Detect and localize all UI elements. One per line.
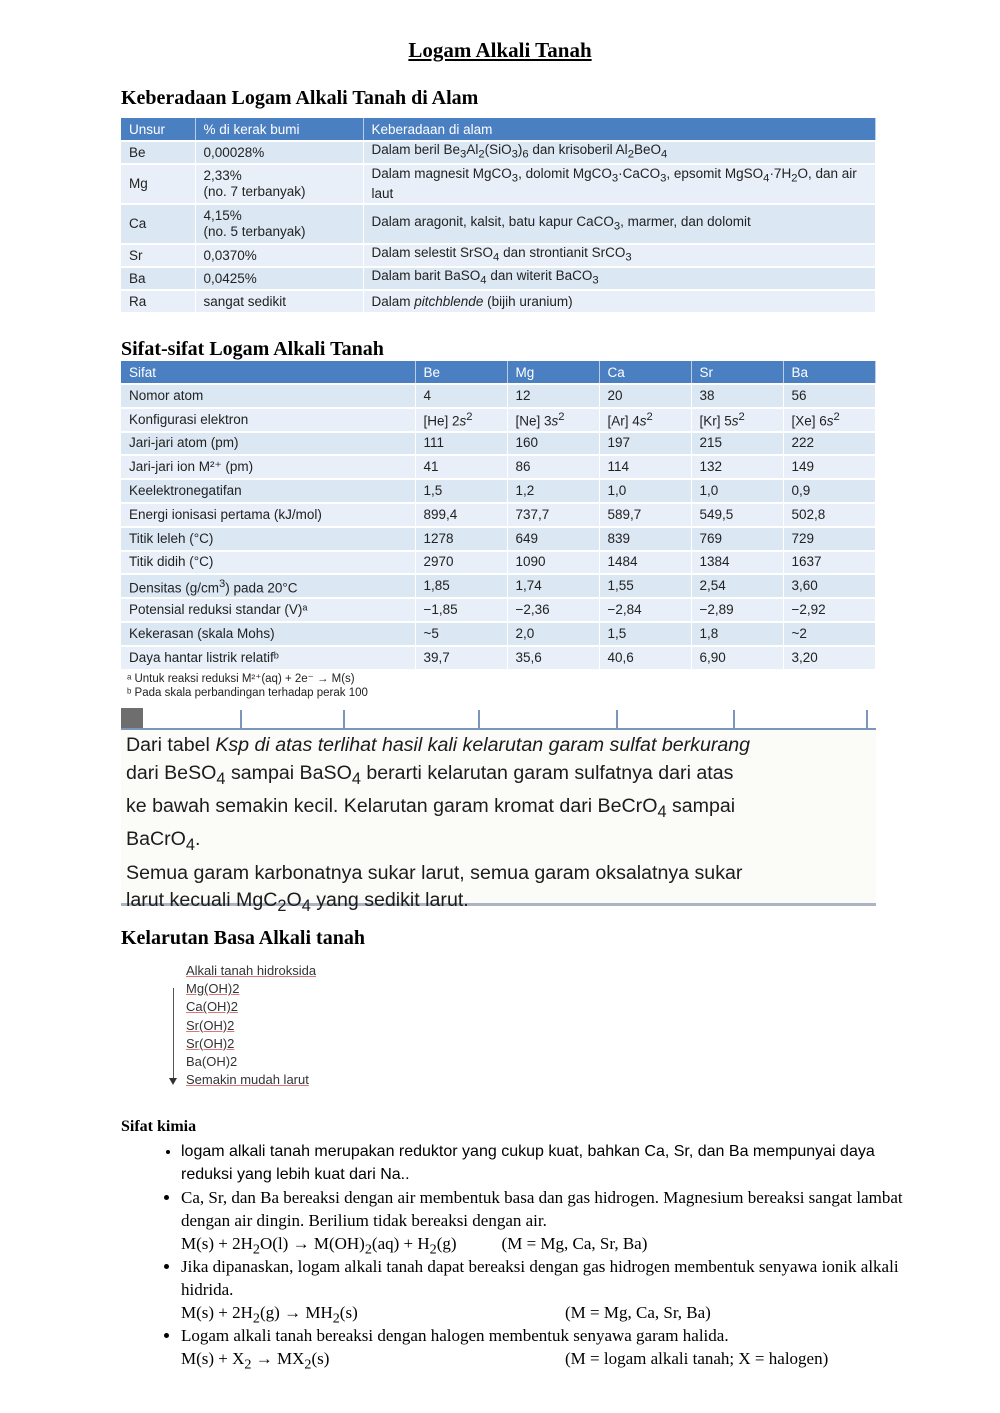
equation: $M(s) + X_2 \to MX_2(s)$ (M = logam alkali tanah; X = halogen) — [181, 1349, 829, 1373]
table-cell: 0,00028% — [195, 141, 363, 164]
table-row — [121, 527, 876, 551]
table-cell: 38 — [691, 384, 783, 408]
table-cell: 1278 — [415, 527, 507, 551]
table-cell: [He] $2s^2$ — [415, 408, 507, 432]
table-header-cell: Ba — [783, 361, 876, 384]
table-cell: Konfigurasi elektron — [121, 408, 415, 432]
table-cell: 1,2 — [507, 479, 599, 503]
down-arrow-icon — [173, 988, 174, 1080]
table-cell: 222 — [783, 432, 876, 456]
table-cell: Sr — [121, 244, 195, 267]
table-row — [121, 432, 876, 456]
table-row — [121, 455, 876, 479]
table-cell: Jari-jari ion M²⁺ (pm) — [121, 455, 415, 479]
table-row — [121, 384, 876, 408]
ksp-text-box — [121, 708, 876, 916]
ksp-paragraph: Dari tabel Ksp di atas terlihat hasil kali kelarutan garam sulfat berkurang dari BeSO$_4$ sampai BaSO$_4$ berarti kelarutan garam sulfatnya dari atas ke bawah semakin kecil. Kelarutan garam kromat dari BeCrO$_4$ sampai BaCrO$_4$. Semua garam karbonatnya sukar larut, semua garam oksalatnya sukar larut kecuali $MgC_2O_4$ yang sedikit larut. — [126, 734, 751, 916]
table-cell: 1,5 — [415, 479, 507, 503]
table-row — [121, 290, 876, 312]
table-cell: Nomor atom — [121, 384, 415, 408]
list-item: Ca(OH)2 — [186, 999, 239, 1015]
table-cell: ~2 — [783, 622, 876, 646]
table-cell: Dalam pitchblende (bijih uranium) — [363, 290, 876, 312]
table-cell: 132 — [691, 455, 783, 479]
cropped-table-strip — [121, 708, 876, 730]
list-item: • Logam alkali tanah bereaksi dengan halogen membentuk senyawa garam halida. $M(s) + X_2 \to MX_2(s)$ (M = logam alkali tanah; X = halogen) — [181, 1324, 926, 1370]
page-title: Logam Alkali Tanah — [408, 38, 592, 62]
table-cell: 1484 — [599, 551, 691, 575]
table-cell: [Kr] $5s^2$ — [691, 408, 783, 432]
table-cell: 215 — [691, 432, 783, 456]
table-cell: Titik didih (°C) — [121, 551, 415, 575]
list-item: • Jika dipanaskan, logam alkali tanah dapat bereaksi dengan gas hidrogen membentuk senyawa ionik alkali hidrida. $M(s) + 2H_2(g) \to MH_2(s)$ (M = Mg, Ca, Sr, Ba) — [181, 1255, 926, 1324]
list-item: Ba(OH)2 — [186, 1054, 238, 1070]
list-title: Alkali tanah hidroksida — [186, 963, 317, 978]
table-cell: −2,36 — [507, 598, 599, 622]
table-cell: 160 — [507, 432, 599, 456]
table-cell: 1,0 — [599, 479, 691, 503]
table-cell: ~5 — [415, 622, 507, 646]
table-cell: 39,7 — [415, 646, 507, 669]
table-cell: 41 — [415, 455, 507, 479]
table-cell: −2,92 — [783, 598, 876, 622]
table-cell: 197 — [599, 432, 691, 456]
table-header-cell: % di kerak bumi — [195, 118, 363, 141]
footnote-a: ᵃ Untuk reaksi reduksi M²⁺(aq) + 2e⁻ → M(s) — [127, 673, 355, 685]
table-header-cell: Ca — [599, 361, 691, 384]
table-cell: 111 — [415, 432, 507, 456]
table-cell: 2970 — [415, 551, 507, 575]
table-cell: 737,7 — [507, 503, 599, 527]
table-cell: −2,84 — [599, 598, 691, 622]
table-cell: 1,85 — [415, 574, 507, 598]
table-header-row — [121, 118, 876, 141]
list-item: Sr(OH)2 — [186, 1017, 235, 1033]
table-cell: Titik leleh (°C) — [121, 527, 415, 551]
table-cell: [Ne] $3s^2$ — [507, 408, 599, 432]
table-cell: [Xe] $6s^2$ — [783, 408, 876, 432]
list-footer: Semakin mudah larut — [186, 1072, 309, 1088]
table-cell: 1637 — [783, 551, 876, 575]
table-header-cell: Sifat — [121, 361, 415, 384]
table-cell: Dalam aragonit, kalsit, batu kapur CaCO$_3$, marmer, dan dolomit — [363, 204, 876, 244]
table-row — [121, 408, 876, 432]
table-cell: Dalam selestit SrSO$_4$ dan strontianit SrCO$_3$ — [363, 244, 876, 267]
table-cell: 56 — [783, 384, 876, 408]
table-cell: 502,8 — [783, 503, 876, 527]
list-item: Mg(OH)2 — [186, 981, 240, 997]
table-cell: 86 — [507, 455, 599, 479]
chemical-properties-list — [140, 1140, 926, 1373]
list-item: • logam alkali tanah merupakan reduktor yang cukup kuat, bahkan Ca, Sr, dan Ba mempunyai daya reduksi yang lebih kuat dari Na.. — [181, 1140, 926, 1186]
table-cell: 0,9 — [783, 479, 876, 503]
table-cell: 2,0 — [507, 622, 599, 646]
list-item: Sr(OH)2 — [186, 1035, 235, 1051]
table-row — [121, 622, 876, 646]
table-cell: 20 — [599, 384, 691, 408]
table-cell: 40,6 — [599, 646, 691, 669]
properties-table — [121, 361, 876, 669]
table-row — [121, 574, 876, 598]
table-header-cell: Sr — [691, 361, 783, 384]
table-cell: 1384 — [691, 551, 783, 575]
table-cell: 899,4 — [415, 503, 507, 527]
table-header-cell: Mg — [507, 361, 599, 384]
section-heading-solubility: Kelarutan Basa Alkali tanah — [121, 927, 365, 949]
table-cell: [Ar] $4s^2$ — [599, 408, 691, 432]
table-header-row — [121, 361, 876, 384]
table-cell: 12 — [507, 384, 599, 408]
section-heading-chemical: Sifat kimia — [121, 1118, 197, 1135]
table-cell: Be — [121, 141, 195, 164]
table-cell: 1,5 — [599, 622, 691, 646]
section-heading-occurrence: Keberadaan Logam Alkali Tanah di Alam — [121, 87, 479, 109]
table-row — [121, 164, 876, 204]
table-cell: 3,60 — [783, 574, 876, 598]
footnote-b: ᵇ Pada skala perbandingan terhadap perak 100 — [127, 687, 368, 699]
hydroxide-list — [186, 962, 316, 1089]
table-cell: −1,85 — [415, 598, 507, 622]
table-cell: 2,54 — [691, 574, 783, 598]
table-cell: Potensial reduksi standar (V)ᵃ — [121, 598, 415, 622]
table-cell: 1,0 — [691, 479, 783, 503]
table-cell: Ca — [121, 204, 195, 244]
equation: $M(s) + 2H_2(g) \to MH_2(s)$ (M = Mg, Ca, Sr, Ba) — [181, 1303, 711, 1327]
table-cell: 1,74 — [507, 574, 599, 598]
table-cell: Densitas $(g/cm^3)$ pada 20°C — [121, 574, 415, 598]
table-cell: Energi ionisasi pertama (kJ/mol) — [121, 503, 415, 527]
table-cell: Dalam beril $Be_3Al_2(SiO_3)_6$ dan krisoberil $Al_2BeO_4$ — [363, 141, 876, 164]
table-cell: 3,20 — [783, 646, 876, 669]
table-cell: 1090 — [507, 551, 599, 575]
table-cell: 4 — [415, 384, 507, 408]
table-cell: sangat sedikit — [195, 290, 363, 312]
table-cell: Kekerasan (skala Mohs) — [121, 622, 415, 646]
table-header-cell: Keberadaan di alam — [363, 118, 876, 141]
table-cell: 35,6 — [507, 646, 599, 669]
table-cell: 839 — [599, 527, 691, 551]
equation: $M(s) + 2H_2O(l) \to M(OH)_2(aq) + H_2(g) (M = Mg$, Ca, Sr, Ba) — [181, 1234, 648, 1258]
table-cell: Dalam barit BaSO$_4$ dan witerit BaCO$_3$ — [363, 267, 876, 290]
table-cell: Ba — [121, 267, 195, 290]
table-cell: 114 — [599, 455, 691, 479]
table-cell: 2,33% (no. 7 terbanyak) — [195, 164, 363, 204]
table-cell: Daya hantar listrik relatifᵇ — [121, 646, 415, 669]
table-row — [121, 503, 876, 527]
table-cell: 649 — [507, 527, 599, 551]
table-cell: 769 — [691, 527, 783, 551]
occurrence-table — [121, 118, 876, 312]
table-row — [121, 204, 876, 244]
section-heading-properties: Sifat-sifat Logam Alkali Tanah — [121, 338, 384, 360]
table-cell: 6,90 — [691, 646, 783, 669]
table-cell: Dalam magnesit MgCO$_3$, dolomit MgCO$_3$·CaCO$_3$, epsomit $MgSO_4\cdot 7H_2O$, dan air laut — [363, 164, 876, 204]
table-cell: Jari-jari atom (pm) — [121, 432, 415, 456]
table-row — [121, 598, 876, 622]
table-row — [121, 646, 876, 669]
table-cell: 0,0425% — [195, 267, 363, 290]
table-row — [121, 479, 876, 503]
table-cell: 0,0370% — [195, 244, 363, 267]
table-cell: 1,55 — [599, 574, 691, 598]
table-cell: 1,8 — [691, 622, 783, 646]
table-cell: 589,7 — [599, 503, 691, 527]
table-cell: 729 — [783, 527, 876, 551]
table-footnotes — [127, 672, 368, 700]
table-row — [121, 141, 876, 164]
table-cell: 4,15% (no. 5 terbanyak) — [195, 204, 363, 244]
table-header-cell: Unsur — [121, 118, 195, 141]
table-cell: Ra — [121, 290, 195, 312]
table-row — [121, 244, 876, 267]
table-cell: 549,5 — [691, 503, 783, 527]
table-cell: 149 — [783, 455, 876, 479]
table-cell: −2,89 — [691, 598, 783, 622]
table-header-cell: Be — [415, 361, 507, 384]
arrow-head-icon — [169, 1078, 177, 1085]
table-cell: Keelektronegatifan — [121, 479, 415, 503]
table-cell: Mg — [121, 164, 195, 204]
table-row — [121, 267, 876, 290]
table-row — [121, 551, 876, 575]
list-item: • Ca, Sr, dan Ba bereaksi dengan air membentuk basa dan gas hidrogen. Magnesium bereaksi sangat lambat dengan air dingin. Berilium tidak bereaksi dengan air. $M(s) + 2H_2O(l) \to M(OH)_2(aq) + H_2(g) (M = Mg$, Ca, Sr, Ba) — [181, 1186, 926, 1255]
